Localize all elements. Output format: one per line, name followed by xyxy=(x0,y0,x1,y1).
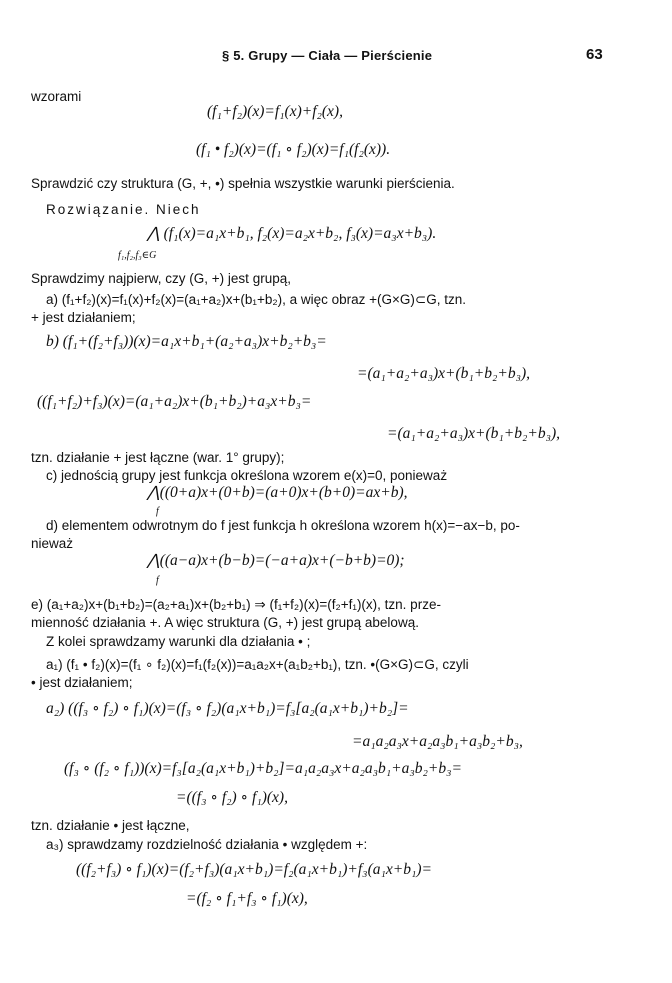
formula-continuation: =(f₂ ∘ f₁+f₃ ∘ f₁)(x), xyxy=(186,890,308,907)
formula-distributive: ((f₂+f₃) ∘ f₁)(x)=(f₂+f₃)(a₁x+b₁)=f₂(a₁x+b₁)+f₃(a₁x+b₁)= xyxy=(76,861,432,878)
item-a1: a₁) (f₁ • f₂)(x)=(f₁ ∘ f₂)(x)=f₁(f₂(x))=a₁a₂x+(a₁b₂+b₁), tzn. •(G×G)⊂G, czyli xyxy=(46,657,469,672)
quantifier-subscript: f₁,f₂,f₃∈G xyxy=(118,250,157,261)
formula-line: (f₃ ∘ (f₂ ∘ f₁))(x)=f₃[a₂(a₁x+b₁)+b₂]=a₁a₂a₃x+a₂a₃b₁+a₃b₂+b₃= xyxy=(64,760,462,777)
quantifier-subscript: f xyxy=(156,575,159,586)
formula-continuation: =((f₃ ∘ f₂) ∘ f₁)(x), xyxy=(176,789,288,806)
item-a: a) (f₁+f₂)(x)=f₁(x)+f₂(x)=(a₁+a₂)x+(b₁+b₂), a więc obraz +(G×G)⊂G, tzn. xyxy=(46,292,466,307)
text-line: Z kolei sprawdzamy warunki dla działania • ; xyxy=(46,634,311,649)
running-title: § 5. Grupy — Ciała — Pierścienie xyxy=(222,48,433,63)
text-line: mienność działania +. A więc struktura (G, +) jest grupą abelową. xyxy=(31,615,419,630)
formula-definitions: ⋀ (f₁(x)=a₁x+b₁, f₂(x)=a₂x+b₂, f₃(x)=a₃x+b₃). xyxy=(147,225,437,242)
page-header xyxy=(0,44,672,68)
formula-identity: ⋀((0+a)x+(0+b)=(a+0)x+(b+0)=ax+b), xyxy=(147,484,408,501)
text-line: tzn. działanie + jest łączne (war. 1° grupy); xyxy=(31,450,285,465)
formula-continuation: =(a₁+a₂+a₃)x+(b₁+b₂+b₃), xyxy=(387,425,560,442)
item-a2-formula: a₂) ((f₃ ∘ f₂) ∘ f₁)(x)=(f₃ ∘ f₂)(a₁x+b₁)=f₃[a₂(a₁x+b₁)+b₂]= xyxy=(46,700,409,717)
text-line: • jest działaniem; xyxy=(31,675,133,690)
item-c: c) jednością grupy jest funkcja określona wzorem e(x)=0, ponieważ xyxy=(46,468,448,483)
text-line: Sprawdzimy najpierw, czy (G, +) jest grupą, xyxy=(31,271,291,286)
text-line: tzn. działanie • jest łączne, xyxy=(31,818,190,833)
solution-heading: Rozwiązanie. Niech xyxy=(46,202,201,217)
formula-sum: (f₁+f₂)(x)=f₁(x)+f₂(x), xyxy=(207,103,343,120)
item-b-formula: b) (f₁+(f₂+f₃))(x)=a₁x+b₁+(a₂+a₃)x+b₂+b₃= xyxy=(46,333,327,350)
formula-inverse: ⋀((a−a)x+(b−b)=(−a+a)x+(−b+b)=0); xyxy=(147,552,405,569)
question-line: Sprawdzić czy struktura (G, +, •) spełnia wszystkie warunki pierścienia. xyxy=(31,176,455,191)
formula-product: (f₁ • f₂)(x)=(f₁ ∘ f₂)(x)=f₁(f₂(x)). xyxy=(196,141,391,158)
text-line: + jest działaniem; xyxy=(31,310,136,325)
formula-continuation: =a₁a₂a₃x+a₂a₃b₁+a₃b₂+b₃, xyxy=(352,733,523,750)
item-d: d) elementem odwrotnym do f jest funkcja h określona wzorem h(x)=−ax−b, po- xyxy=(46,518,520,533)
page-number: 63 xyxy=(586,46,603,63)
formula-line: ((f₁+f₂)+f₃)(x)=(a₁+a₂)x+(b₁+b₂)+a₃x+b₃= xyxy=(37,393,312,410)
item-e: e) (a₁+a₂)x+(b₁+b₂)=(a₂+a₁)x+(b₂+b₁) ⇒ (f₁+f₂)(x)=(f₂+f₁)(x), tzn. prze- xyxy=(31,597,441,612)
text-line: wzorami xyxy=(31,89,82,104)
item-a3: a₃) sprawdzamy rozdzielność działania • względem +: xyxy=(46,837,368,852)
formula-continuation: =(a₁+a₂+a₃)x+(b₁+b₂+b₃), xyxy=(357,365,530,382)
quantifier-subscript: f xyxy=(156,506,159,517)
text-line: nieważ xyxy=(31,536,74,551)
